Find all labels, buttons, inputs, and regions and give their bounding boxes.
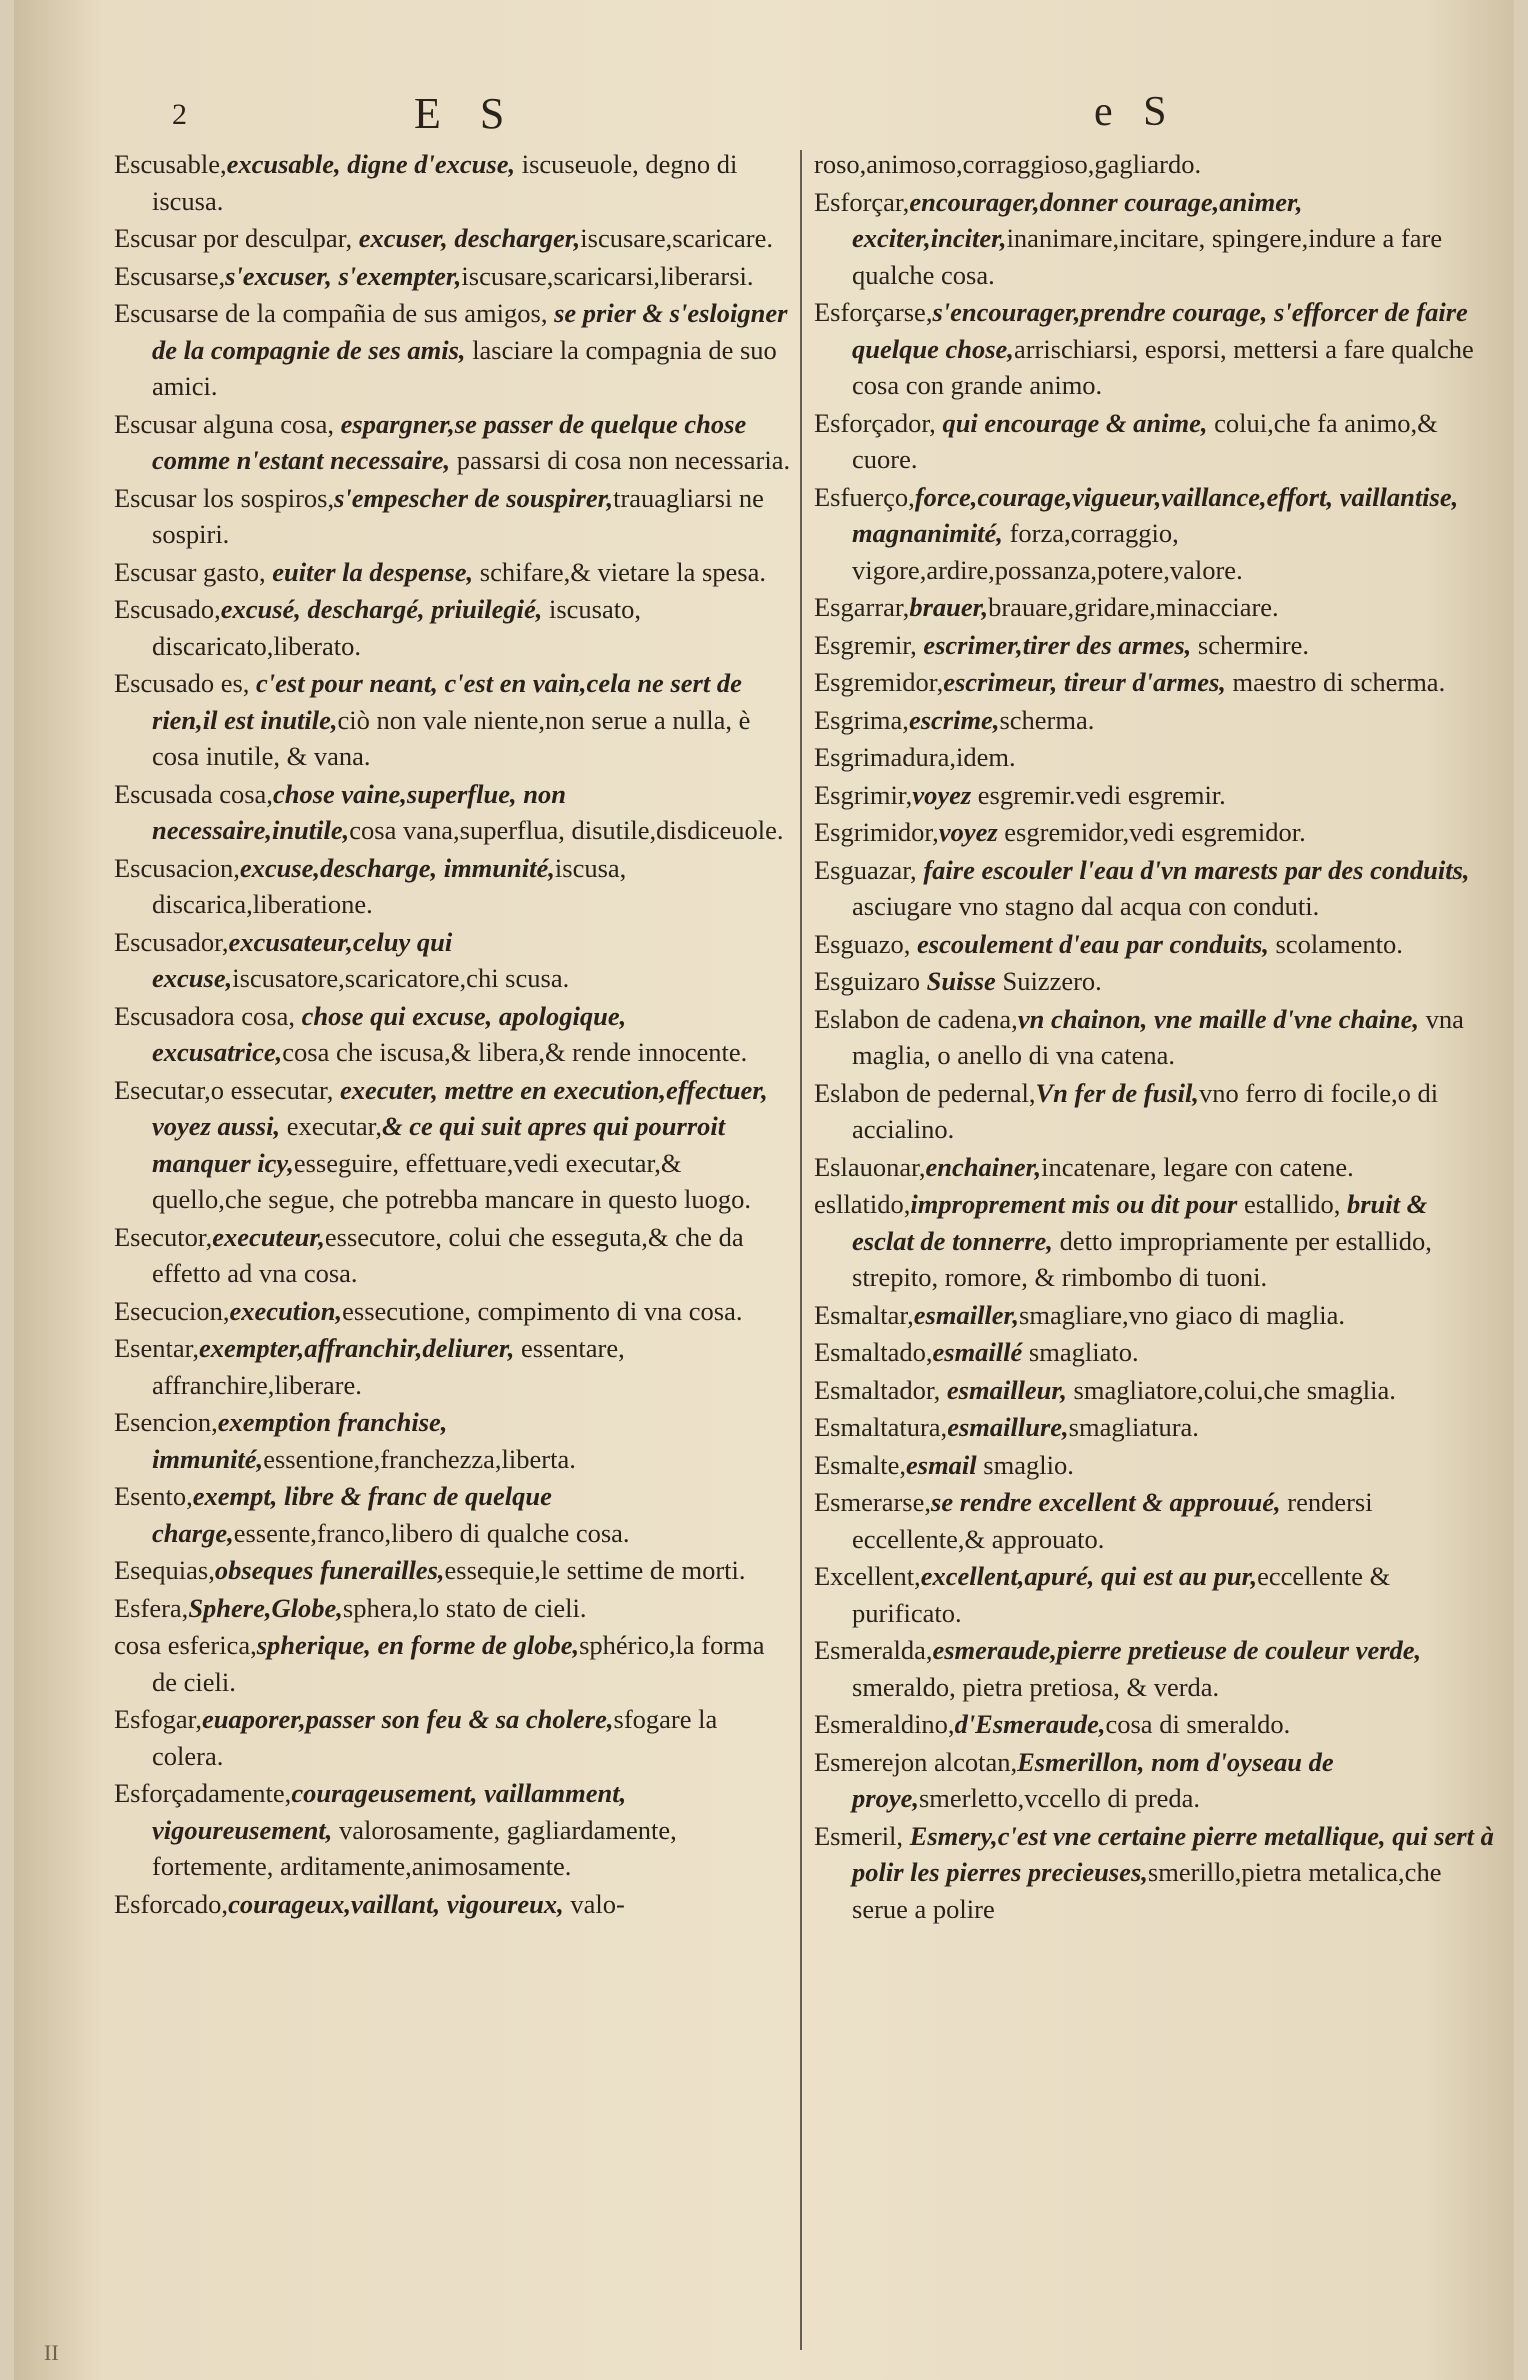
italian-gloss: valo- — [563, 1888, 625, 1919]
dictionary-entry — [814, 852, 1494, 925]
headword: Escusar alguna cosa, — [114, 408, 335, 439]
dictionary-entry — [814, 926, 1494, 963]
headword: Esmaltar, — [814, 1299, 914, 1330]
italian-gloss: incatenare, legare con catene. — [1041, 1151, 1354, 1182]
french-gloss: & ce qui suit apres qui pourroit manquer icy, — [152, 1111, 726, 1178]
signature-mark: II — [44, 2340, 59, 2365]
dictionary-entry — [114, 1478, 794, 1551]
dictionary-entry — [114, 776, 794, 849]
french-gloss: qui encourage & anime, — [935, 407, 1208, 438]
italian-gloss: essente,franco,libero di qualche cosa. — [233, 1517, 630, 1548]
running-head-left: E S — [414, 89, 519, 138]
dictionary-entry — [814, 589, 1494, 626]
dictionary-entry — [814, 777, 1494, 814]
italian-gloss: ciò non vale niente,non serue a nulla, è cosa inutile, & vana. — [152, 704, 751, 771]
page-header — [14, 88, 1514, 148]
italian-gloss: smagliatura. — [1068, 1412, 1199, 1442]
italian-gloss: eccellente & purificato. — [852, 1561, 1391, 1628]
dictionary-entry — [814, 702, 1494, 739]
italian-gloss: essequie,le settime de morti. — [444, 1555, 746, 1585]
french-gloss: escrimeur, tireur d'armes, — [943, 667, 1226, 697]
dictionary-entry — [814, 1706, 1494, 1743]
dictionary-entry — [114, 1775, 794, 1885]
dictionary-entry — [814, 479, 1494, 589]
dictionary-entry — [114, 1701, 794, 1774]
dictionary-entry — [814, 1484, 1494, 1557]
headword: Esmalte, — [814, 1449, 906, 1480]
french-gloss: s'encourager,prendre courage, s'efforcer de faire quelque chose, — [852, 297, 1468, 364]
dictionary-entry — [814, 1372, 1494, 1409]
dictionary-entry — [814, 739, 1494, 776]
french-gloss: faire escouler l'eau d'vn marests par des conduits, — [916, 854, 1470, 885]
italian-gloss: smaglio. — [976, 1449, 1074, 1480]
italian-gloss: trauagliarsi ne sospiri. — [152, 482, 764, 549]
french-gloss: exempter,affranchir,deliurer, — [199, 1333, 515, 1363]
italian-gloss: esgremidor,vedi esgremidor. — [997, 817, 1306, 847]
italian-gloss: essecutore, colui che esseguta,& che da effetto ad vna cosa. — [152, 1221, 744, 1288]
french-gloss: esmailleur, — [940, 1374, 1067, 1405]
headword: Escusarse, — [114, 260, 226, 291]
dictionary-entry — [814, 1334, 1494, 1371]
french-gloss: voyez — [938, 817, 998, 847]
italian-gloss: scolamento. — [1268, 928, 1403, 959]
italian-gloss: idem. — [956, 742, 1016, 772]
french-gloss: escrime, — [908, 704, 1000, 735]
headword: Escusarse de la compañia de sus amigos, — [114, 298, 548, 328]
headword: Esmeraldino, — [814, 1709, 955, 1739]
dictionary-entry — [814, 1818, 1494, 1928]
french-gloss: c'est pour neant, c'est en vain,cela ne sert de rien,il est inutile, — [152, 668, 742, 735]
dictionary-entry — [114, 1552, 794, 1589]
italian-gloss: brauare,gridare,minacciare. — [988, 592, 1279, 622]
dictionary-entry — [114, 220, 794, 257]
headword: Esmeril, — [814, 1820, 904, 1851]
french-gloss: excuse,descharge, immunité, — [239, 852, 555, 883]
dictionary-entry — [814, 1149, 1494, 1186]
headword: Esforçarse, — [814, 297, 933, 327]
headword: cosa esferica, — [114, 1630, 257, 1660]
italian-gloss: inanimare,incitare, spingere,indure a fare qualche cosa. — [852, 223, 1443, 290]
dictionary-entry — [814, 1744, 1494, 1817]
headword: Esguazar, — [814, 854, 917, 885]
french-gloss: esmailler, — [913, 1299, 1020, 1330]
headword: Esecutor, — [114, 1221, 213, 1252]
italian-gloss: scherma. — [999, 704, 1095, 735]
headword: Escusar gasto, — [114, 556, 266, 587]
italian-gloss: iscuseuole, degno di iscusa. — [152, 149, 738, 216]
italian-gloss: esgremir.vedi esgremir. — [971, 779, 1226, 810]
dictionary-entry — [114, 258, 794, 295]
italian-gloss: smerillo,pietra metalica,che serue a polire — [852, 1857, 1442, 1924]
italian-gloss: maestro di scherma. — [1225, 667, 1446, 697]
italian-gloss: cosa vana,superflua, disutile,disdiceuole. — [349, 815, 784, 845]
headword: Esmaltador, — [814, 1374, 941, 1405]
italian-gloss: essentare, affranchire,liberare. — [152, 1333, 625, 1400]
italian-gloss: roso,animoso,corraggioso,gagliardo. — [814, 149, 1202, 179]
french-gloss: esmaillure, — [947, 1412, 1069, 1442]
french-gloss: exemption franchise, immunité, — [152, 1407, 448, 1474]
italian-gloss: sfogare la colera. — [152, 1704, 718, 1771]
italian-gloss: iscusare,scaricarsi,liberarsi. — [461, 260, 754, 291]
headword: Esecucion, — [114, 1295, 230, 1326]
headword: Esforcado, — [114, 1888, 229, 1919]
dictionary-entry — [114, 480, 794, 553]
italian-gloss: sphera,lo stato de cieli. — [342, 1592, 587, 1623]
dictionary-entry — [814, 294, 1494, 404]
italian-gloss: cosa che iscusa,& libera,& rende innocente. — [282, 1037, 748, 1067]
dictionary-entry — [814, 405, 1494, 478]
headword: Esguizaro — [814, 966, 920, 996]
headword: Escusado, — [114, 594, 221, 624]
headword: Esfera, — [114, 1592, 189, 1623]
italian-gloss: executar, — [280, 1111, 383, 1141]
dictionary-entry — [814, 1297, 1494, 1334]
headword: Eslabon de cadena, — [814, 1003, 1018, 1034]
french-gloss: executeur, — [212, 1221, 325, 1252]
dictionary-entry — [114, 1886, 794, 1923]
headword: Esguazo, — [814, 928, 911, 959]
italian-gloss: schifare,& vietare la spesa. — [473, 556, 767, 587]
french-gloss: se rendre excellent & approuué, — [931, 1487, 1281, 1517]
french-gloss: enchainer, — [925, 1151, 1042, 1182]
french-gloss: excusé, deschargé, priuilegié, — [220, 594, 543, 624]
italian-gloss: vna maglia, o anello di vna catena. — [852, 1003, 1464, 1070]
headword: Esentar, — [114, 1333, 200, 1363]
headword: Esmaltado, — [814, 1337, 933, 1367]
headword: Escusador, — [114, 926, 229, 957]
dictionary-entry — [114, 146, 794, 219]
dictionary-entry — [114, 406, 794, 479]
headword: Esforçador, — [814, 407, 936, 438]
dictionary-entry — [814, 664, 1494, 701]
italian-gloss: passarsi di cosa non necessaria. — [450, 445, 791, 475]
dictionary-entry — [114, 924, 794, 997]
headword: Escusar por desculpar, — [114, 223, 353, 253]
french-gloss: esmeraude,pierre pretieuse de couleur verde, — [932, 1635, 1422, 1665]
italian-gloss: cosa di smeraldo. — [1105, 1709, 1291, 1739]
right-column — [814, 146, 1494, 1928]
french-gloss: espargner,se passer de quelque chose comme n'estant necessaire, — [152, 408, 747, 475]
headword: Eslauonar, — [814, 1151, 926, 1182]
headword: Esgremidor, — [814, 667, 944, 697]
italian-gloss: iscusato, discaricato,liberato. — [152, 594, 641, 661]
french-gloss: chose qui excuse, apologique, excusatrice, — [152, 1000, 627, 1067]
italian-gloss: rendersi eccellente,& approuato. — [852, 1487, 1373, 1554]
headword: Escusado es, — [114, 668, 250, 698]
french-gloss: chose vaine,superflue, non necessaire,inutile, — [152, 778, 566, 845]
french-gloss: vn chainon, vne maille d'vne chaine, — [1017, 1003, 1419, 1034]
dictionary-entry — [114, 1330, 794, 1403]
dictionary-entry — [114, 665, 794, 775]
french-gloss: courageux,vaillant, vigoureux, — [228, 1888, 564, 1919]
headword: esllatido, — [814, 1189, 911, 1219]
dictionary-entry — [114, 591, 794, 664]
dictionary-entry — [814, 627, 1494, 664]
dictionary-entry — [114, 1590, 794, 1627]
italian-gloss: smagliatore,colui,che smaglia. — [1066, 1374, 1396, 1405]
headword: Esgarrar, — [814, 592, 910, 622]
dictionary-entry — [114, 554, 794, 591]
french-gloss: esmail — [906, 1449, 977, 1480]
italian-gloss: forza,corraggio, vigore,ardire,possanza,potere,valore. — [852, 518, 1243, 585]
headword: Esecutar,o essecutar, — [114, 1074, 334, 1105]
headword: Esforçar, — [814, 186, 910, 217]
french-gloss: s'empescher de souspirer, — [334, 482, 614, 513]
italian-gloss: lasciare la compagnia de suo amici. — [152, 334, 777, 401]
french-gloss: brauer, — [909, 592, 989, 622]
headword: Esgremir, — [814, 629, 917, 660]
french-gloss: force,courage,vigueur,vaillance,effort, vaillantise, magnanimité, — [852, 481, 1459, 548]
french-gloss: euaporer,passer son feu & sa cholere, — [201, 1704, 614, 1734]
headword: Esmaltatura, — [814, 1412, 948, 1442]
dictionary-entry — [114, 295, 794, 405]
italian-gloss: iscusa, discarica,liberatione. — [152, 852, 627, 919]
french-gloss: improprement mis ou dit pour — [910, 1189, 1238, 1219]
italian-gloss: smerletto,vccello di preda. — [918, 1783, 1201, 1813]
book-page — [14, 0, 1514, 2380]
dictionary-entry — [814, 184, 1494, 294]
headword: Escusacion, — [114, 852, 240, 883]
headword: Esento, — [114, 1481, 193, 1511]
italian-gloss: detto impropriamente per estallido, strepito, romore, & rimbombo di tuoni. — [852, 1225, 1432, 1292]
french-gloss: se prier & s'esloigner de la compagnie de ses amis, — [152, 298, 788, 365]
italian-gloss: smeraldo, pietra pretiosa, & verda. — [852, 1671, 1220, 1702]
dictionary-entry — [114, 1072, 794, 1218]
french-gloss: bruit & esclat de tonnerre, — [852, 1189, 1428, 1256]
headword: Esmeralda, — [814, 1635, 933, 1665]
headword: Eslabon de pedernal, — [814, 1077, 1036, 1108]
french-gloss: excellent,apuré, qui est au pur, — [920, 1561, 1258, 1591]
dictionary-entry — [814, 1632, 1494, 1705]
headword: Excellent, — [814, 1561, 921, 1591]
french-gloss: esmaillé — [932, 1337, 1023, 1367]
french-gloss: s'excuser, s'exempter, — [225, 260, 462, 291]
french-gloss: d'Esmeraude, — [954, 1709, 1106, 1739]
headword: Esequias, — [114, 1555, 215, 1585]
headword: Escusable, — [114, 149, 227, 179]
left-column — [114, 146, 794, 1923]
italian-gloss: vno ferro di focile,o di accialino. — [852, 1077, 1439, 1144]
dictionary-entry — [814, 1186, 1494, 1296]
italian-gloss: sphérico,la forma de cieli. — [152, 1630, 765, 1697]
headword: Esgrimadura, — [814, 742, 957, 772]
headword: Escusadora cosa, — [114, 1000, 296, 1031]
headword: Escusar los sospiros, — [114, 482, 335, 513]
headword: Esmerarse, — [814, 1487, 931, 1517]
headword: Esgrimir, — [814, 779, 913, 810]
french-gloss: Suisse — [919, 966, 996, 996]
headword: Esgrima, — [814, 704, 909, 735]
french-gloss: spherique, en forme de globe, — [256, 1630, 580, 1660]
italian-gloss: essecutione, compimento di vna cosa. — [342, 1295, 743, 1326]
french-gloss: excusable, digne d'excuse, — [226, 149, 516, 179]
french-gloss: Esmerillon, nom d'oyseau de proye, — [852, 1746, 1334, 1813]
dictionary-entry — [114, 1404, 794, 1477]
french-gloss: execution, — [229, 1295, 343, 1326]
column-divider — [800, 150, 802, 2350]
headword: Esmerejon alcotan, — [814, 1746, 1018, 1777]
italian-gloss: iscusatore,scaricatore,chi scusa. — [232, 963, 570, 993]
dictionary-entry — [814, 963, 1494, 1000]
french-gloss: exempt, libre & franc de quelque charge, — [152, 1481, 552, 1548]
italian-gloss: smagliato. — [1022, 1337, 1139, 1367]
dictionary-entry — [114, 1293, 794, 1330]
dictionary-entry — [814, 1447, 1494, 1484]
headword: Escusada cosa, — [114, 778, 273, 809]
italian-gloss: arrischiarsi, esporsi, mettersi a fare qualche cosa con grande animo. — [852, 333, 1474, 400]
dictionary-entry — [814, 1558, 1494, 1631]
headword: Esfogar, — [114, 1704, 202, 1734]
page-number: 2 — [172, 98, 187, 131]
french-gloss: Esmery,c'est vne certaine pierre metallique, qui sert à polir les pierres precieuses, — [852, 1820, 1494, 1887]
french-gloss: euiter la despense, — [265, 556, 474, 587]
dictionary-entry — [114, 850, 794, 923]
french-gloss: executer, mettre en execution,effectuer, voyez aussi, — [152, 1074, 768, 1141]
italian-gloss: essentione,franchezza,liberta. — [263, 1443, 576, 1474]
french-gloss: excuser, descharger, — [352, 223, 581, 253]
dictionary-entry — [114, 1627, 794, 1700]
running-head-right: e S — [1094, 89, 1177, 135]
french-gloss: excusateur,celuy qui excuse, — [152, 926, 453, 993]
headword: Esencion, — [114, 1407, 218, 1437]
italian-gloss: estallido, — [1237, 1189, 1341, 1219]
french-gloss: Sphere,Globe, — [188, 1592, 343, 1623]
french-gloss: escrimer,tirer des armes, — [916, 629, 1192, 660]
italian-gloss: asciugare vno stagno dal acqua con conduti. — [852, 891, 1320, 921]
french-gloss: courageusement, vaillamment, vigoureusement, — [152, 1778, 627, 1845]
headword: Esforçadamente, — [114, 1778, 292, 1808]
italian-gloss: valorosamente, gagliardamente, fortemente, arditamente,animosamente. — [152, 1814, 677, 1881]
dictionary-entry — [814, 1409, 1494, 1446]
italian-gloss: Suizzero. — [995, 966, 1102, 996]
dictionary-entry — [114, 1219, 794, 1292]
italian-gloss: esseguire, effettuare,vedi executar,& quello,che segue, che potrebba mancare in questo luogo. — [152, 1147, 751, 1214]
dictionary-entry — [114, 998, 794, 1071]
dictionary-entry — [814, 1001, 1494, 1074]
french-gloss: encourager,donner courage,animer, exciter,inciter, — [852, 186, 1303, 253]
french-gloss: Vn fer de fusil, — [1035, 1077, 1199, 1108]
french-gloss: obseques funerailles, — [214, 1555, 445, 1585]
headword: Esgrimidor, — [814, 817, 939, 847]
italian-gloss: smagliare,vno giaco di maglia. — [1019, 1299, 1346, 1330]
dictionary-entry — [814, 146, 1494, 183]
italian-gloss: colui,che fa animo,& cuore. — [852, 407, 1438, 474]
dictionary-entry — [814, 814, 1494, 851]
italian-gloss: iscusare,scaricare. — [580, 223, 774, 253]
french-gloss: escoulement d'eau par conduits, — [910, 928, 1269, 959]
dictionary-entry — [814, 1075, 1494, 1148]
french-gloss: voyez — [912, 779, 972, 810]
italian-gloss: schermire. — [1191, 629, 1309, 660]
headword: Esfuerço, — [814, 481, 915, 512]
